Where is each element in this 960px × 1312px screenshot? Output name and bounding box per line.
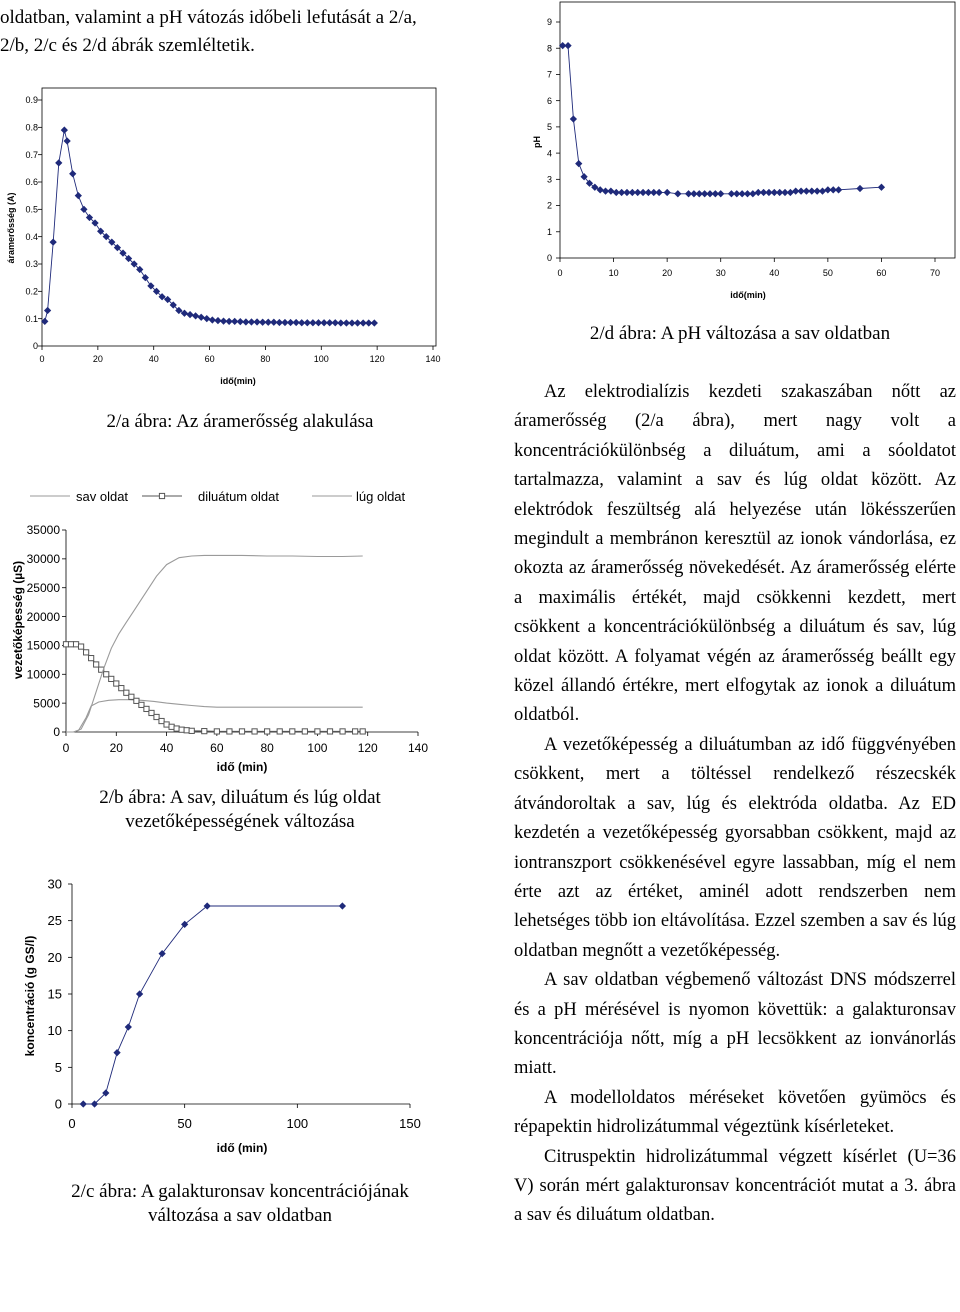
data-point: [570, 116, 576, 122]
plot-frame: [42, 88, 436, 346]
data-point: [340, 729, 345, 734]
data-point: [75, 192, 81, 198]
series-line: [83, 906, 342, 1104]
y-tick-label: 0.3: [25, 259, 38, 270]
x-tick-label: 100: [313, 354, 329, 364]
y-tick-label: 0: [54, 1096, 62, 1112]
data-point: [61, 127, 67, 133]
plot-frame: [560, 2, 955, 258]
body-paragraph: A sav oldatban végbemenő változást DNS módszerrel és a pH mérésével is nyomon követtük: a galakturonsav koncentrációja nőtt, míg a pH lecsökkent az ionvánorlás miatt.: [514, 970, 956, 1079]
x-axis-label: idő(min): [730, 290, 766, 300]
y-tick-label: 5: [54, 1059, 62, 1075]
y-tick-label: 0: [32, 341, 38, 352]
data-point: [371, 320, 377, 326]
y-tick-label: 0.2: [25, 286, 38, 297]
y-tick-label: 7: [546, 69, 552, 80]
data-point: [204, 315, 210, 321]
data-point: [608, 188, 614, 194]
x-tick-label: 10: [608, 268, 619, 278]
y-tick-label: 25000: [26, 580, 60, 595]
data-point: [142, 274, 148, 280]
data-point: [360, 729, 365, 734]
data-point: [209, 317, 215, 323]
y-tick-label: 8: [546, 43, 552, 54]
x-tick-label: 140: [407, 741, 429, 755]
intro-paragraph: oldatban, valamint a pH vátozás időbeli lefutását a 2/a, 2/b, 2/c és 2/d ábrák szemléltetik.: [0, 7, 417, 56]
caption-fig-c-line2: változása a sav oldatban: [147, 1205, 333, 1226]
x-tick-label: 0: [62, 741, 70, 755]
y-tick-label: 0: [546, 253, 552, 264]
series-line: [66, 555, 363, 732]
x-tick-label: 70: [929, 268, 941, 278]
data-point: [114, 1049, 120, 1055]
y-tick-label: 0.9: [25, 95, 38, 106]
data-point: [664, 189, 670, 195]
data-point: [114, 681, 119, 686]
data-point: [174, 726, 179, 731]
data-point: [134, 698, 139, 703]
data-point: [181, 310, 187, 316]
data-point: [104, 672, 109, 677]
data-point: [327, 729, 332, 734]
y-tick-label: 0.4: [25, 231, 38, 242]
data-point: [215, 317, 221, 323]
data-point: [315, 729, 320, 734]
x-tick-label: 20: [92, 354, 103, 364]
legend-label: lúg oldat: [356, 489, 406, 504]
x-axis-label: idő (min): [216, 1141, 268, 1155]
data-point: [198, 314, 204, 320]
y-tick-label: 5000: [33, 696, 60, 711]
caption-fig-c-line1: 2/c ábra: A galakturonsav koncentrációjának: [71, 1181, 409, 1202]
x-tick-label: 40: [769, 268, 780, 278]
y-tick-label: 5: [546, 122, 552, 133]
x-tick-label: 60: [204, 354, 215, 364]
x-tick-label: 100: [307, 741, 328, 755]
y-tick-label: 30: [47, 876, 62, 892]
x-tick-label: 20: [109, 741, 123, 755]
data-point: [144, 706, 149, 711]
series-line: [563, 46, 882, 194]
y-tick-label: 0: [53, 725, 60, 740]
y-tick-label: 0.1: [25, 313, 38, 324]
data-point: [119, 686, 124, 691]
caption-fig-d: 2/d ábra: A pH változása a sav oldatban: [589, 323, 891, 344]
data-point: [214, 729, 219, 734]
data-point: [857, 185, 863, 191]
data-point: [239, 729, 244, 734]
body-paragraph: Az elektrodialízis kezdeti szakaszában nőtt az áramerősség (2/a ábra), mert nagy volt a koncentrációkülönbség a diluátum, ami a sóoldatot tartalmazza, valamint a sav és lúg oldat között. Az elektródok feszültség alá helyezése után lökésszerűen megindult a membránon keresztül az ionok vándorlása, ez okozta az áramerősség növekedését. Az áramerősség elérte a maximális értékét, majd csökkenni kezdett, mert csökkent a koncentrációkülönbség a diluátum és sav, lúg oldat között. A folyamat végén az áramerősség beállt egy közel állandó értékre, mert elfogytak az ionok a diluátum oldatból.: [514, 382, 956, 726]
x-tick-label: 50: [822, 268, 833, 278]
body-paragraph: A vezetőképesség a diluátumban az idő függvényében csökkent, mert a töltéssel rendelkező részecskék átvándoroltak a sav, lúg és elektróda oldatba. Az ED kezdetén a vezetőképesség gyorsabban csökkent, majd az iontranszport csökkenésével egyre lassabban, míg el nem érte azt az értéket, aminél adott rendszerben nem lehetséges több ion eltávolítása. Ezzel szemben a sav és lúg oldatban megnőtt a vezetőképesség.: [514, 734, 956, 961]
data-point: [109, 676, 114, 681]
y-tick-label: 9: [546, 17, 552, 28]
y-tick-label: 20: [47, 949, 62, 965]
y-tick-label: 4: [546, 148, 552, 159]
data-point: [565, 42, 571, 48]
body-paragraph: A modelloldatos méréseket követően gyümöcs és répapektin hidrolizátummal végeztünk kísérleteket.: [514, 1087, 956, 1138]
data-point: [125, 1024, 131, 1030]
y-tick-label: 2: [546, 200, 552, 211]
chart-conductivity: [11, 489, 428, 774]
x-tick-label: 40: [148, 354, 159, 364]
data-point: [81, 206, 87, 212]
data-point: [129, 694, 134, 699]
data-point: [44, 307, 50, 313]
caption-fig-b-line2: vezetőképességének változása: [125, 811, 355, 832]
y-tick-label: 0.5: [25, 204, 38, 215]
data-point: [353, 729, 358, 734]
data-point: [718, 191, 724, 197]
legend-label: diluátum oldat: [198, 489, 279, 504]
data-point: [56, 160, 62, 166]
data-point: [42, 318, 48, 324]
data-point: [89, 656, 94, 661]
y-tick-label: 0.7: [25, 149, 38, 160]
y-tick-label: 0.6: [25, 177, 38, 188]
data-point: [80, 1101, 86, 1107]
y-tick-label: 3: [546, 174, 552, 185]
x-tick-label: 50: [177, 1116, 192, 1131]
data-point: [84, 650, 89, 655]
body-text: [514, 378, 956, 1231]
y-tick-label: 20000: [26, 609, 60, 624]
x-tick-label: 80: [260, 741, 274, 755]
data-point: [179, 727, 184, 732]
data-point: [656, 189, 662, 195]
y-axis-label: koncentráció (g GS/l): [23, 935, 37, 1057]
data-point: [750, 191, 756, 197]
y-axis-label: vezetőképesség (µS): [11, 560, 25, 680]
chart-current: [6, 88, 441, 386]
caption-fig-b-line1: 2/b ábra: A sav, diluátum és lúg oldat: [99, 787, 381, 808]
y-axis-label: pH: [532, 136, 542, 148]
data-point: [50, 239, 56, 245]
x-axis-label: idő (min): [216, 760, 268, 774]
data-point: [63, 642, 68, 647]
data-point: [227, 729, 232, 734]
caption-fig-a: 2/a ábra: Az áramerősség alakulása: [106, 411, 374, 432]
x-tick-label: 40: [159, 741, 174, 755]
x-tick-label: 120: [369, 354, 385, 364]
data-point: [159, 718, 164, 723]
data-point: [835, 187, 841, 193]
data-point: [94, 662, 99, 667]
data-point: [787, 189, 793, 195]
data-point: [139, 702, 144, 707]
data-point: [302, 729, 307, 734]
data-point: [64, 138, 70, 144]
data-point: [192, 313, 198, 319]
y-tick-label: 6: [546, 95, 552, 106]
data-point: [675, 191, 681, 197]
data-point: [149, 710, 154, 715]
y-tick-label: 1: [546, 226, 552, 237]
x-tick-label: 0: [557, 268, 563, 278]
x-tick-label: 0: [68, 1116, 76, 1131]
y-tick-label: 10000: [26, 667, 60, 682]
data-point: [154, 714, 159, 719]
chart-concentration: [23, 877, 421, 1155]
data-point: [189, 728, 194, 733]
data-point: [184, 728, 189, 733]
series-line: [45, 130, 375, 323]
x-tick-label: 80: [260, 354, 271, 364]
data-point: [265, 729, 270, 734]
x-tick-label: 150: [399, 1116, 421, 1131]
data-point: [78, 644, 83, 649]
data-point: [164, 722, 169, 727]
y-tick-label: 35000: [26, 523, 60, 538]
body-paragraph: Citruspektin hidrolizátummal végzett kísérlet (U=36 V) során mért galakturonsav koncentrációt mutat a 3. ábra a sav és diluátum oldatban.: [514, 1146, 956, 1226]
y-tick-label: 10: [47, 1023, 62, 1039]
series-line: [66, 700, 363, 732]
x-tick-label: 20: [662, 268, 673, 278]
data-point: [202, 729, 207, 734]
data-point: [68, 642, 73, 647]
y-tick-label: 0.8: [25, 122, 38, 133]
data-point: [73, 642, 78, 647]
x-tick-label: 0: [39, 354, 45, 364]
x-tick-label: 60: [210, 741, 224, 755]
legend-label: sav oldat: [76, 489, 129, 504]
data-point: [290, 729, 295, 734]
data-point: [252, 729, 257, 734]
data-point: [136, 991, 142, 997]
data-point: [70, 171, 76, 177]
x-tick-label: 100: [286, 1116, 309, 1131]
data-point: [169, 724, 174, 729]
data-point: [124, 690, 129, 695]
x-axis-label: idő(min): [220, 376, 256, 386]
y-tick-label: 15: [47, 986, 62, 1002]
data-point: [277, 729, 282, 734]
x-tick-label: 140: [425, 354, 441, 364]
y-tick-label: 25: [47, 913, 62, 929]
series-line: [66, 644, 363, 731]
data-point: [878, 184, 884, 190]
data-point: [819, 188, 825, 194]
y-tick-label: 15000: [26, 638, 60, 653]
data-point: [576, 160, 582, 166]
legend-marker: [159, 493, 164, 498]
x-tick-label: 30: [715, 268, 726, 278]
y-axis-label: áramerősség (A): [6, 192, 16, 264]
x-tick-label: 120: [357, 741, 378, 755]
y-tick-label: 30000: [26, 552, 60, 567]
data-point: [339, 903, 345, 909]
chart-ph: [532, 2, 955, 300]
x-tick-label: 60: [876, 268, 887, 278]
data-point: [187, 311, 193, 317]
